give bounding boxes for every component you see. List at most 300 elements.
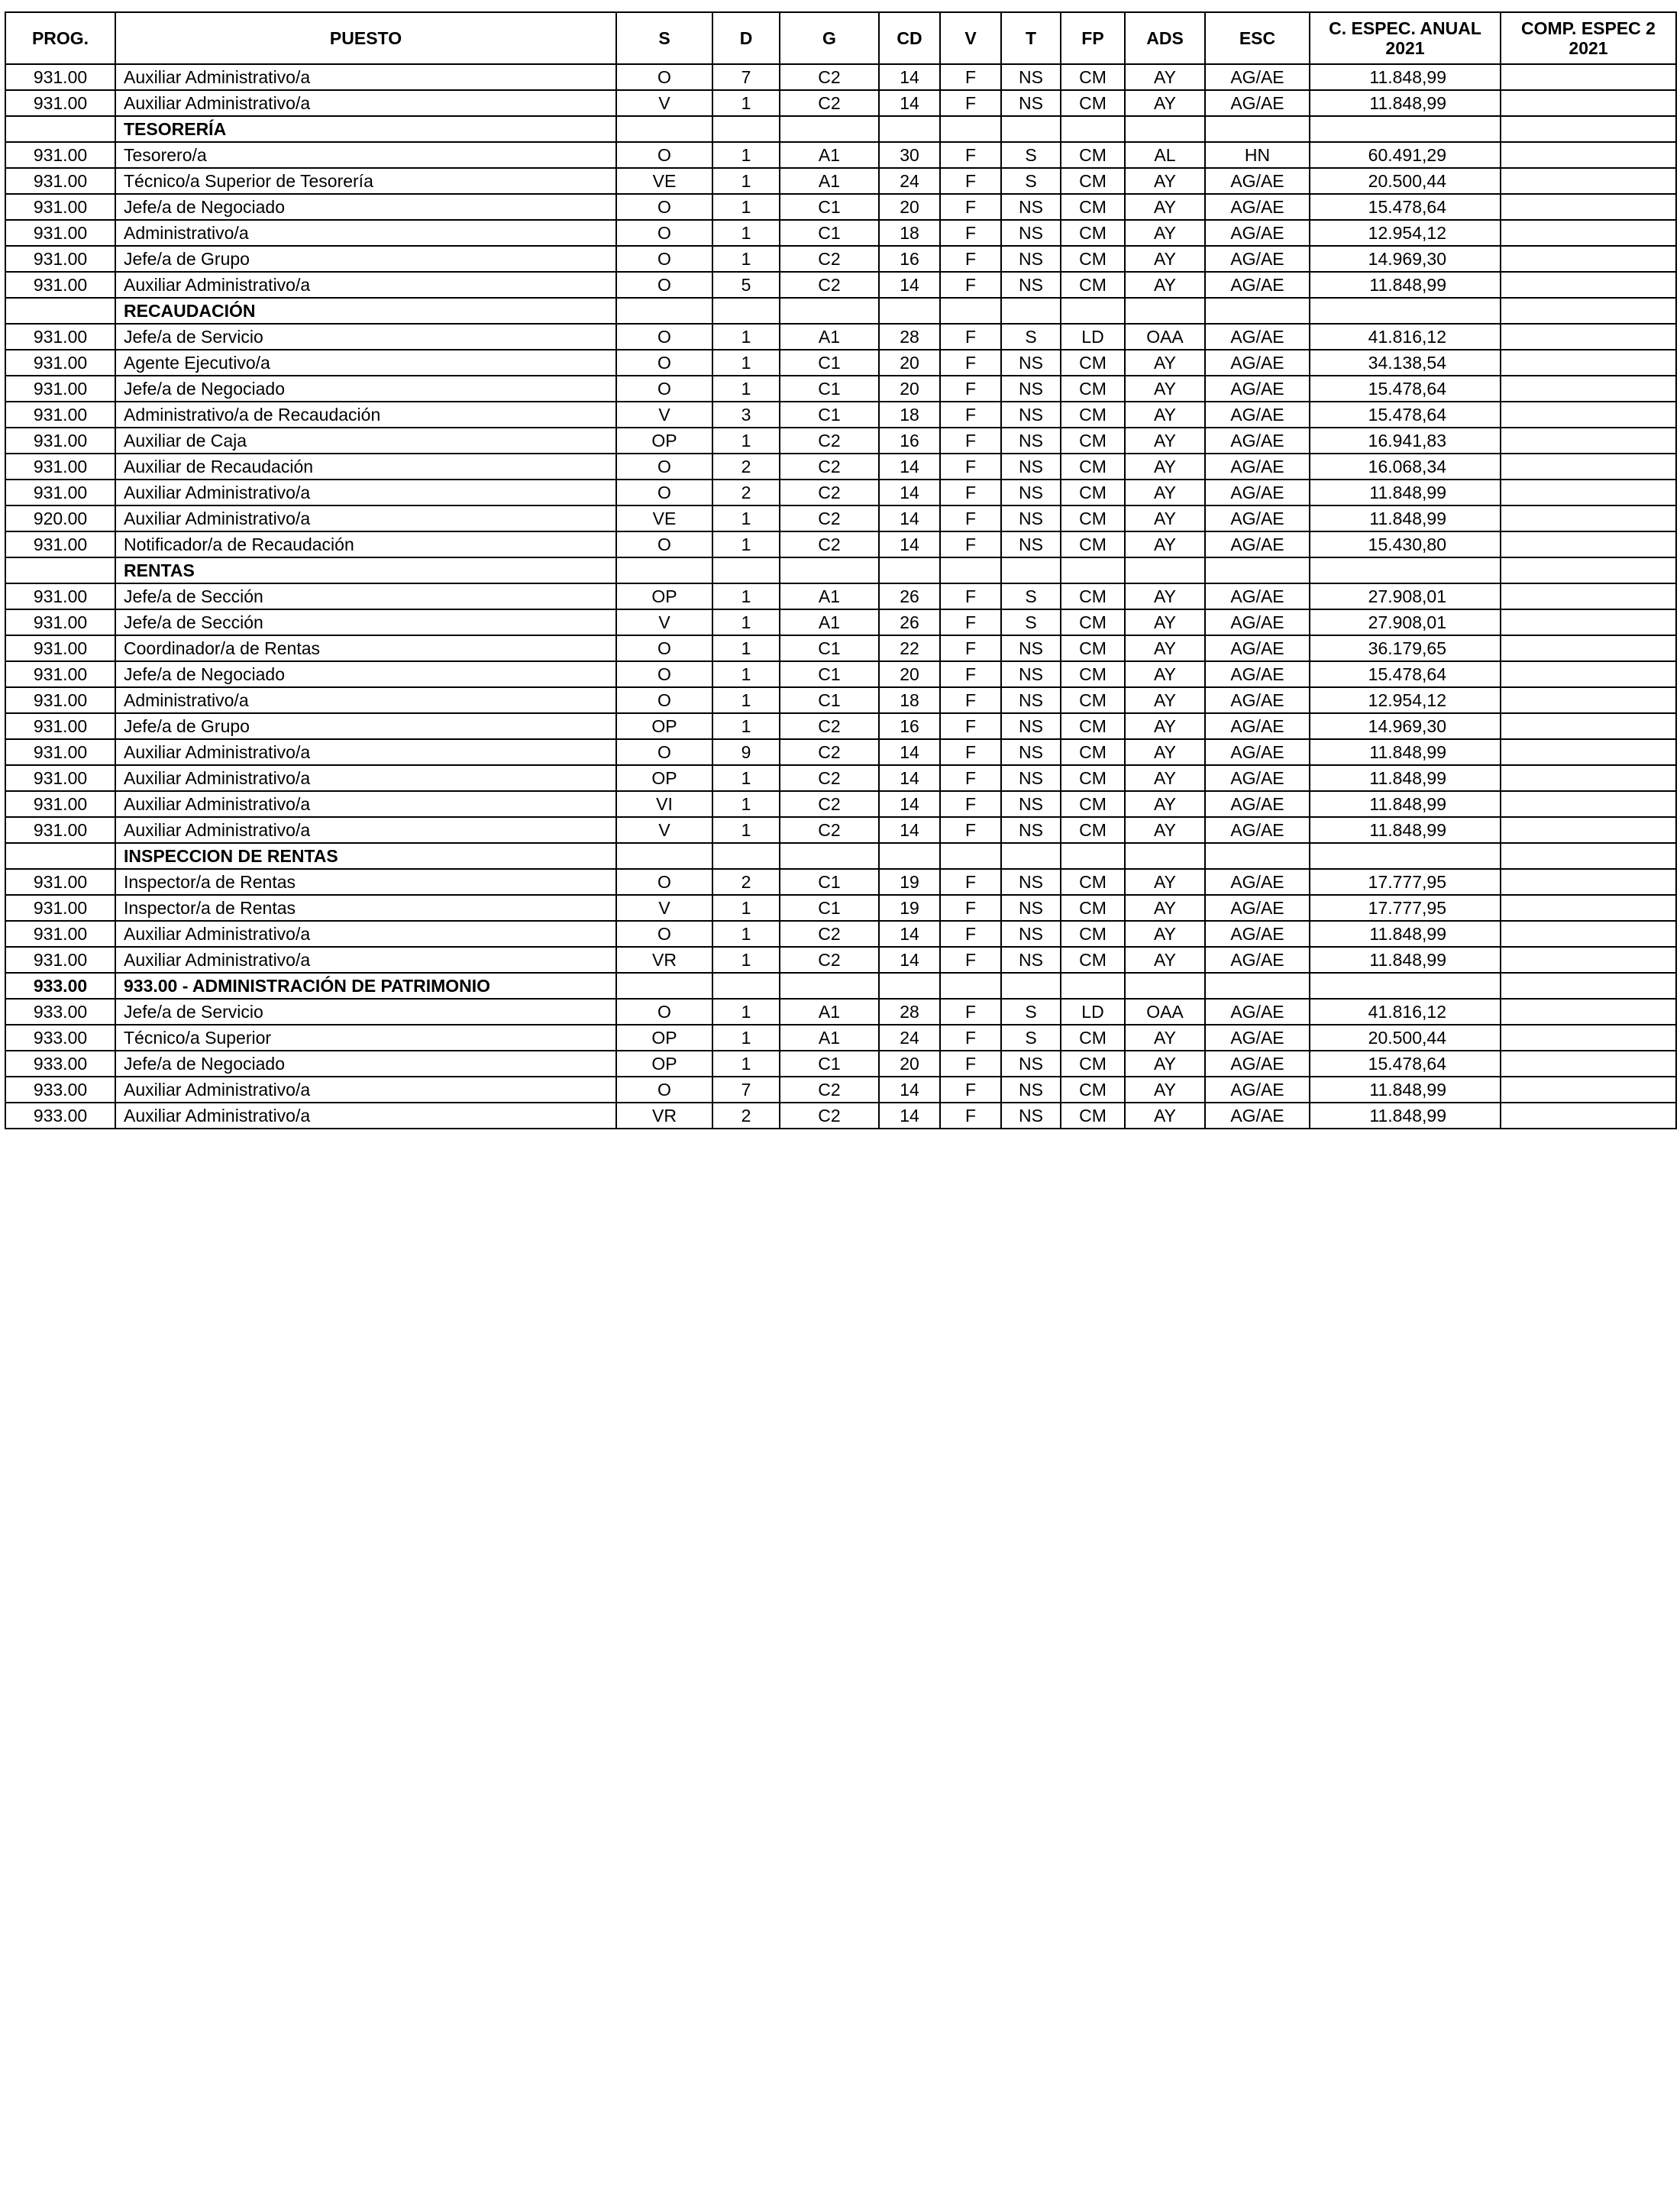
table-row: [5, 350, 1676, 376]
cell-prog: 931.00: [5, 869, 115, 895]
table-row: [5, 1025, 1676, 1051]
cell-esc: AG/AE: [1205, 402, 1310, 428]
cell-t: NS: [1001, 1051, 1061, 1077]
header-prog: PROG.: [5, 12, 115, 64]
cell-cd: 18: [879, 220, 940, 246]
cell-fp: CM: [1061, 1025, 1125, 1051]
cell-g: [780, 843, 879, 869]
cell-esc: AG/AE: [1205, 765, 1310, 791]
cell-c-espec-anual: 27.908,01: [1310, 609, 1501, 635]
cell-fp: CM: [1061, 609, 1125, 635]
cell-d: 1: [712, 1051, 780, 1077]
cell-d: 2: [712, 480, 780, 505]
cell-cd: 14: [879, 454, 940, 480]
cell-cd: 14: [879, 505, 940, 531]
cell-comp-espec: [1501, 921, 1676, 947]
cell-fp: CM: [1061, 376, 1125, 402]
cell-comp-espec: [1501, 1103, 1676, 1129]
cell-comp-espec: [1501, 609, 1676, 635]
cell-c-espec-anual: 15.430,80: [1310, 531, 1501, 557]
cell-g: C2: [780, 428, 879, 454]
cell-ads: AY: [1125, 1077, 1205, 1103]
cell-puesto: Auxiliar Administrativo/a: [115, 765, 616, 791]
cell-prog: 931.00: [5, 687, 115, 713]
cell-s: [616, 843, 712, 869]
table-row: [5, 1051, 1676, 1077]
table-row: [5, 635, 1676, 661]
table-row: [5, 921, 1676, 947]
cell-puesto: Administrativo/a: [115, 220, 616, 246]
cell-puesto: Inspector/a de Rentas: [115, 895, 616, 921]
cell-ads: AY: [1125, 869, 1205, 895]
table-body: [5, 64, 1676, 1129]
cell-esc: AG/AE: [1205, 246, 1310, 272]
cell-d: 1: [712, 246, 780, 272]
cell-fp: CM: [1061, 246, 1125, 272]
cell-v: F: [940, 350, 1001, 376]
table-row: [5, 531, 1676, 557]
cell-c-espec-anual: 41.816,12: [1310, 999, 1501, 1025]
cell-d: 1: [712, 194, 780, 220]
cell-g: C2: [780, 1077, 879, 1103]
cell-fp: [1061, 298, 1125, 324]
cell-comp-espec: [1501, 661, 1676, 687]
cell-fp: CM: [1061, 947, 1125, 973]
cell-puesto: RENTAS: [115, 557, 616, 583]
table-row: [5, 1103, 1676, 1129]
cell-s: [616, 973, 712, 999]
cell-fp: [1061, 843, 1125, 869]
cell-esc: AG/AE: [1205, 1025, 1310, 1051]
cell-s: V: [616, 817, 712, 843]
cell-esc: AG/AE: [1205, 687, 1310, 713]
cell-esc: AG/AE: [1205, 817, 1310, 843]
cell-puesto: Inspector/a de Rentas: [115, 869, 616, 895]
cell-t: NS: [1001, 454, 1061, 480]
cell-d: 1: [712, 505, 780, 531]
cell-t: S: [1001, 1025, 1061, 1051]
cell-d: 7: [712, 64, 780, 90]
cell-fp: CM: [1061, 428, 1125, 454]
cell-puesto: Auxiliar de Recaudación: [115, 454, 616, 480]
cell-c-espec-anual: [1310, 557, 1501, 583]
cell-cd: 26: [879, 583, 940, 609]
cell-c-espec-anual: 60.491,29: [1310, 142, 1501, 168]
cell-v: F: [940, 687, 1001, 713]
cell-c-espec-anual: 11.848,99: [1310, 1077, 1501, 1103]
cell-fp: CM: [1061, 869, 1125, 895]
cell-t: S: [1001, 142, 1061, 168]
cell-s: O: [616, 454, 712, 480]
cell-t: [1001, 557, 1061, 583]
cell-puesto: Jefe/a de Grupo: [115, 713, 616, 739]
table-row: [5, 713, 1676, 739]
header-fp: FP: [1061, 12, 1125, 64]
cell-v: [940, 973, 1001, 999]
cell-s: V: [616, 402, 712, 428]
cell-d: 1: [712, 531, 780, 557]
cell-g: C1: [780, 895, 879, 921]
cell-g: C2: [780, 480, 879, 505]
cell-cd: 18: [879, 402, 940, 428]
cell-cd: 14: [879, 739, 940, 765]
cell-esc: AG/AE: [1205, 583, 1310, 609]
cell-v: F: [940, 220, 1001, 246]
cell-t: NS: [1001, 947, 1061, 973]
cell-g: C2: [780, 1103, 879, 1129]
cell-d: 1: [712, 921, 780, 947]
cell-c-espec-anual: 11.848,99: [1310, 791, 1501, 817]
cell-v: F: [940, 895, 1001, 921]
cell-d: 5: [712, 272, 780, 298]
cell-s: VE: [616, 505, 712, 531]
cell-esc: AG/AE: [1205, 947, 1310, 973]
header-t: T: [1001, 12, 1061, 64]
cell-esc: AG/AE: [1205, 895, 1310, 921]
table-row: [5, 324, 1676, 350]
cell-comp-espec: [1501, 895, 1676, 921]
cell-t: NS: [1001, 220, 1061, 246]
cell-fp: CM: [1061, 480, 1125, 505]
cell-g: C2: [780, 817, 879, 843]
cell-prog: [5, 843, 115, 869]
cell-cd: 19: [879, 869, 940, 895]
cell-esc: AG/AE: [1205, 869, 1310, 895]
cell-prog: 931.00: [5, 64, 115, 90]
cell-prog: 933.00: [5, 973, 115, 999]
cell-v: F: [940, 194, 1001, 220]
cell-g: C2: [780, 272, 879, 298]
cell-ads: AY: [1125, 428, 1205, 454]
cell-ads: [1125, 116, 1205, 142]
cell-s: O: [616, 687, 712, 713]
cell-c-espec-anual: 11.848,99: [1310, 480, 1501, 505]
cell-c-espec-anual: 11.848,99: [1310, 765, 1501, 791]
cell-d: 9: [712, 739, 780, 765]
cell-prog: 931.00: [5, 791, 115, 817]
cell-prog: 931.00: [5, 142, 115, 168]
cell-ads: AY: [1125, 168, 1205, 194]
cell-v: F: [940, 505, 1001, 531]
cell-c-espec-anual: 14.969,30: [1310, 246, 1501, 272]
cell-t: NS: [1001, 661, 1061, 687]
cell-cd: 16: [879, 428, 940, 454]
cell-cd: 14: [879, 817, 940, 843]
cell-s: OP: [616, 713, 712, 739]
cell-comp-espec: [1501, 324, 1676, 350]
header-g: G: [780, 12, 879, 64]
cell-g: C1: [780, 1051, 879, 1077]
cell-d: 1: [712, 635, 780, 661]
cell-t: NS: [1001, 246, 1061, 272]
cell-d: 1: [712, 713, 780, 739]
cell-c-espec-anual: [1310, 843, 1501, 869]
cell-fp: CM: [1061, 635, 1125, 661]
cell-t: S: [1001, 583, 1061, 609]
cell-fp: CM: [1061, 454, 1125, 480]
cell-esc: [1205, 973, 1310, 999]
cell-comp-espec: [1501, 298, 1676, 324]
cell-comp-espec: [1501, 687, 1676, 713]
cell-fp: CM: [1061, 350, 1125, 376]
table-row: [5, 142, 1676, 168]
cell-s: OP: [616, 428, 712, 454]
cell-c-espec-anual: [1310, 116, 1501, 142]
cell-prog: 931.00: [5, 376, 115, 402]
table-row: [5, 1077, 1676, 1103]
cell-comp-espec: [1501, 843, 1676, 869]
cell-d: 1: [712, 817, 780, 843]
cell-cd: [879, 298, 940, 324]
cell-comp-espec: [1501, 947, 1676, 973]
table-row: [5, 272, 1676, 298]
cell-esc: AG/AE: [1205, 635, 1310, 661]
cell-d: [712, 116, 780, 142]
cell-esc: AG/AE: [1205, 376, 1310, 402]
cell-prog: 931.00: [5, 350, 115, 376]
cell-s: O: [616, 869, 712, 895]
cell-cd: 16: [879, 713, 940, 739]
section-header-row: [5, 557, 1676, 583]
cell-cd: 28: [879, 324, 940, 350]
cell-v: F: [940, 402, 1001, 428]
cell-prog: 931.00: [5, 921, 115, 947]
cell-t: NS: [1001, 428, 1061, 454]
cell-ads: AY: [1125, 895, 1205, 921]
cell-v: F: [940, 999, 1001, 1025]
cell-esc: AG/AE: [1205, 739, 1310, 765]
table-row: [5, 947, 1676, 973]
cell-puesto: Jefe/a de Negociado: [115, 661, 616, 687]
cell-esc: AG/AE: [1205, 324, 1310, 350]
cell-d: 3: [712, 402, 780, 428]
section-header-row: [5, 116, 1676, 142]
cell-comp-espec: [1501, 402, 1676, 428]
cell-comp-espec: [1501, 246, 1676, 272]
cell-puesto: Jefe/a de Negociado: [115, 376, 616, 402]
cell-esc: AG/AE: [1205, 921, 1310, 947]
cell-esc: [1205, 116, 1310, 142]
cell-t: NS: [1001, 765, 1061, 791]
cell-comp-espec: [1501, 220, 1676, 246]
cell-v: [940, 843, 1001, 869]
cell-cd: [879, 973, 940, 999]
cell-s: O: [616, 661, 712, 687]
cell-t: NS: [1001, 869, 1061, 895]
cell-ads: AY: [1125, 272, 1205, 298]
table-row: [5, 402, 1676, 428]
cell-esc: AG/AE: [1205, 531, 1310, 557]
cell-v: [940, 298, 1001, 324]
cell-fp: CM: [1061, 921, 1125, 947]
cell-d: 1: [712, 687, 780, 713]
cell-t: S: [1001, 324, 1061, 350]
cell-g: C2: [780, 713, 879, 739]
cell-d: 1: [712, 90, 780, 116]
cell-c-espec-anual: [1310, 973, 1501, 999]
cell-puesto: Coordinador/a de Rentas: [115, 635, 616, 661]
cell-cd: 16: [879, 246, 940, 272]
cell-d: 1: [712, 350, 780, 376]
cell-comp-espec: [1501, 454, 1676, 480]
cell-d: 1: [712, 895, 780, 921]
cell-ads: AY: [1125, 1103, 1205, 1129]
cell-prog: 931.00: [5, 402, 115, 428]
cell-c-espec-anual: 17.777,95: [1310, 869, 1501, 895]
cell-prog: 931.00: [5, 246, 115, 272]
cell-puesto: Agente Ejecutivo/a: [115, 350, 616, 376]
cell-ads: AY: [1125, 687, 1205, 713]
header-puesto: PUESTO: [115, 12, 616, 64]
cell-comp-espec: [1501, 583, 1676, 609]
cell-g: C1: [780, 350, 879, 376]
cell-v: F: [940, 272, 1001, 298]
cell-puesto: Jefe/a de Servicio: [115, 999, 616, 1025]
cell-prog: 931.00: [5, 609, 115, 635]
cell-prog: 931.00: [5, 324, 115, 350]
cell-puesto: Auxiliar Administrativo/a: [115, 480, 616, 505]
cell-v: F: [940, 661, 1001, 687]
cell-d: [712, 557, 780, 583]
cell-v: [940, 557, 1001, 583]
cell-comp-espec: [1501, 739, 1676, 765]
cell-v: F: [940, 869, 1001, 895]
cell-s: O: [616, 350, 712, 376]
cell-s: O: [616, 480, 712, 505]
cell-v: F: [940, 376, 1001, 402]
cell-puesto: Jefe/a de Negociado: [115, 1051, 616, 1077]
cell-s: [616, 116, 712, 142]
table-row: [5, 791, 1676, 817]
cell-v: F: [940, 635, 1001, 661]
cell-fp: CM: [1061, 765, 1125, 791]
cell-puesto: Auxiliar Administrativo/a: [115, 90, 616, 116]
header-comp-espec: COMP. ESPEC 2 2021: [1501, 12, 1676, 64]
cell-puesto: Auxiliar Administrativo/a: [115, 791, 616, 817]
cell-esc: [1205, 298, 1310, 324]
cell-s: O: [616, 324, 712, 350]
cell-prog: 931.00: [5, 428, 115, 454]
cell-cd: 20: [879, 194, 940, 220]
cell-esc: AG/AE: [1205, 609, 1310, 635]
cell-comp-espec: [1501, 272, 1676, 298]
cell-d: 7: [712, 1077, 780, 1103]
cell-c-espec-anual: 15.478,64: [1310, 1051, 1501, 1077]
cell-cd: 20: [879, 350, 940, 376]
cell-c-espec-anual: 20.500,44: [1310, 1025, 1501, 1051]
cell-esc: [1205, 843, 1310, 869]
cell-puesto: Tesorero/a: [115, 142, 616, 168]
cell-ads: AY: [1125, 64, 1205, 90]
cell-cd: 20: [879, 1051, 940, 1077]
cell-c-espec-anual: 17.777,95: [1310, 895, 1501, 921]
staff-positions-table: [5, 11, 1677, 1129]
cell-cd: [879, 843, 940, 869]
cell-puesto: Auxiliar Administrativo/a: [115, 1103, 616, 1129]
cell-s: O: [616, 246, 712, 272]
cell-prog: 933.00: [5, 1051, 115, 1077]
cell-g: C1: [780, 661, 879, 687]
cell-prog: 931.00: [5, 947, 115, 973]
cell-ads: AY: [1125, 739, 1205, 765]
cell-puesto: Auxiliar Administrativo/a: [115, 817, 616, 843]
cell-c-espec-anual: 15.478,64: [1310, 376, 1501, 402]
table-row: [5, 609, 1676, 635]
cell-fp: LD: [1061, 324, 1125, 350]
cell-comp-espec: [1501, 999, 1676, 1025]
cell-puesto: Administrativo/a de Recaudación: [115, 402, 616, 428]
cell-g: C1: [780, 220, 879, 246]
cell-d: 1: [712, 583, 780, 609]
cell-prog: 931.00: [5, 739, 115, 765]
cell-cd: 20: [879, 376, 940, 402]
cell-s: [616, 298, 712, 324]
cell-fp: CM: [1061, 64, 1125, 90]
cell-c-espec-anual: 11.848,99: [1310, 64, 1501, 90]
cell-v: F: [940, 168, 1001, 194]
cell-puesto: Jefe/a de Servicio: [115, 324, 616, 350]
cell-v: F: [940, 713, 1001, 739]
cell-c-espec-anual: 11.848,99: [1310, 921, 1501, 947]
cell-s: O: [616, 220, 712, 246]
cell-ads: AY: [1125, 376, 1205, 402]
cell-ads: AY: [1125, 635, 1205, 661]
cell-t: NS: [1001, 1103, 1061, 1129]
cell-ads: AY: [1125, 402, 1205, 428]
cell-d: [712, 973, 780, 999]
cell-g: A1: [780, 999, 879, 1025]
cell-comp-espec: [1501, 64, 1676, 90]
cell-cd: 14: [879, 272, 940, 298]
cell-g: C1: [780, 376, 879, 402]
cell-ads: [1125, 843, 1205, 869]
cell-puesto: Jefe/a de Negociado: [115, 194, 616, 220]
cell-s: VI: [616, 791, 712, 817]
cell-d: [712, 298, 780, 324]
table-row: [5, 246, 1676, 272]
cell-v: F: [940, 791, 1001, 817]
cell-cd: 28: [879, 999, 940, 1025]
cell-comp-espec: [1501, 1025, 1676, 1051]
cell-c-espec-anual: 41.816,12: [1310, 324, 1501, 350]
cell-v: F: [940, 947, 1001, 973]
cell-esc: AG/AE: [1205, 999, 1310, 1025]
cell-prog: 931.00: [5, 765, 115, 791]
cell-s: V: [616, 609, 712, 635]
cell-d: 1: [712, 168, 780, 194]
cell-g: [780, 973, 879, 999]
cell-t: [1001, 116, 1061, 142]
cell-esc: AG/AE: [1205, 194, 1310, 220]
cell-c-espec-anual: 16.941,83: [1310, 428, 1501, 454]
cell-ads: [1125, 973, 1205, 999]
cell-cd: 14: [879, 947, 940, 973]
cell-t: S: [1001, 609, 1061, 635]
cell-puesto: TESORERÍA: [115, 116, 616, 142]
cell-c-espec-anual: 36.179,65: [1310, 635, 1501, 661]
cell-v: F: [940, 480, 1001, 505]
cell-t: NS: [1001, 64, 1061, 90]
cell-ads: AY: [1125, 609, 1205, 635]
cell-v: F: [940, 142, 1001, 168]
cell-t: NS: [1001, 376, 1061, 402]
header-c-espec-anual: C. ESPEC. ANUAL 2021: [1310, 12, 1501, 64]
cell-fp: CM: [1061, 687, 1125, 713]
cell-prog: [5, 116, 115, 142]
cell-t: NS: [1001, 713, 1061, 739]
cell-fp: CM: [1061, 194, 1125, 220]
cell-g: C2: [780, 947, 879, 973]
